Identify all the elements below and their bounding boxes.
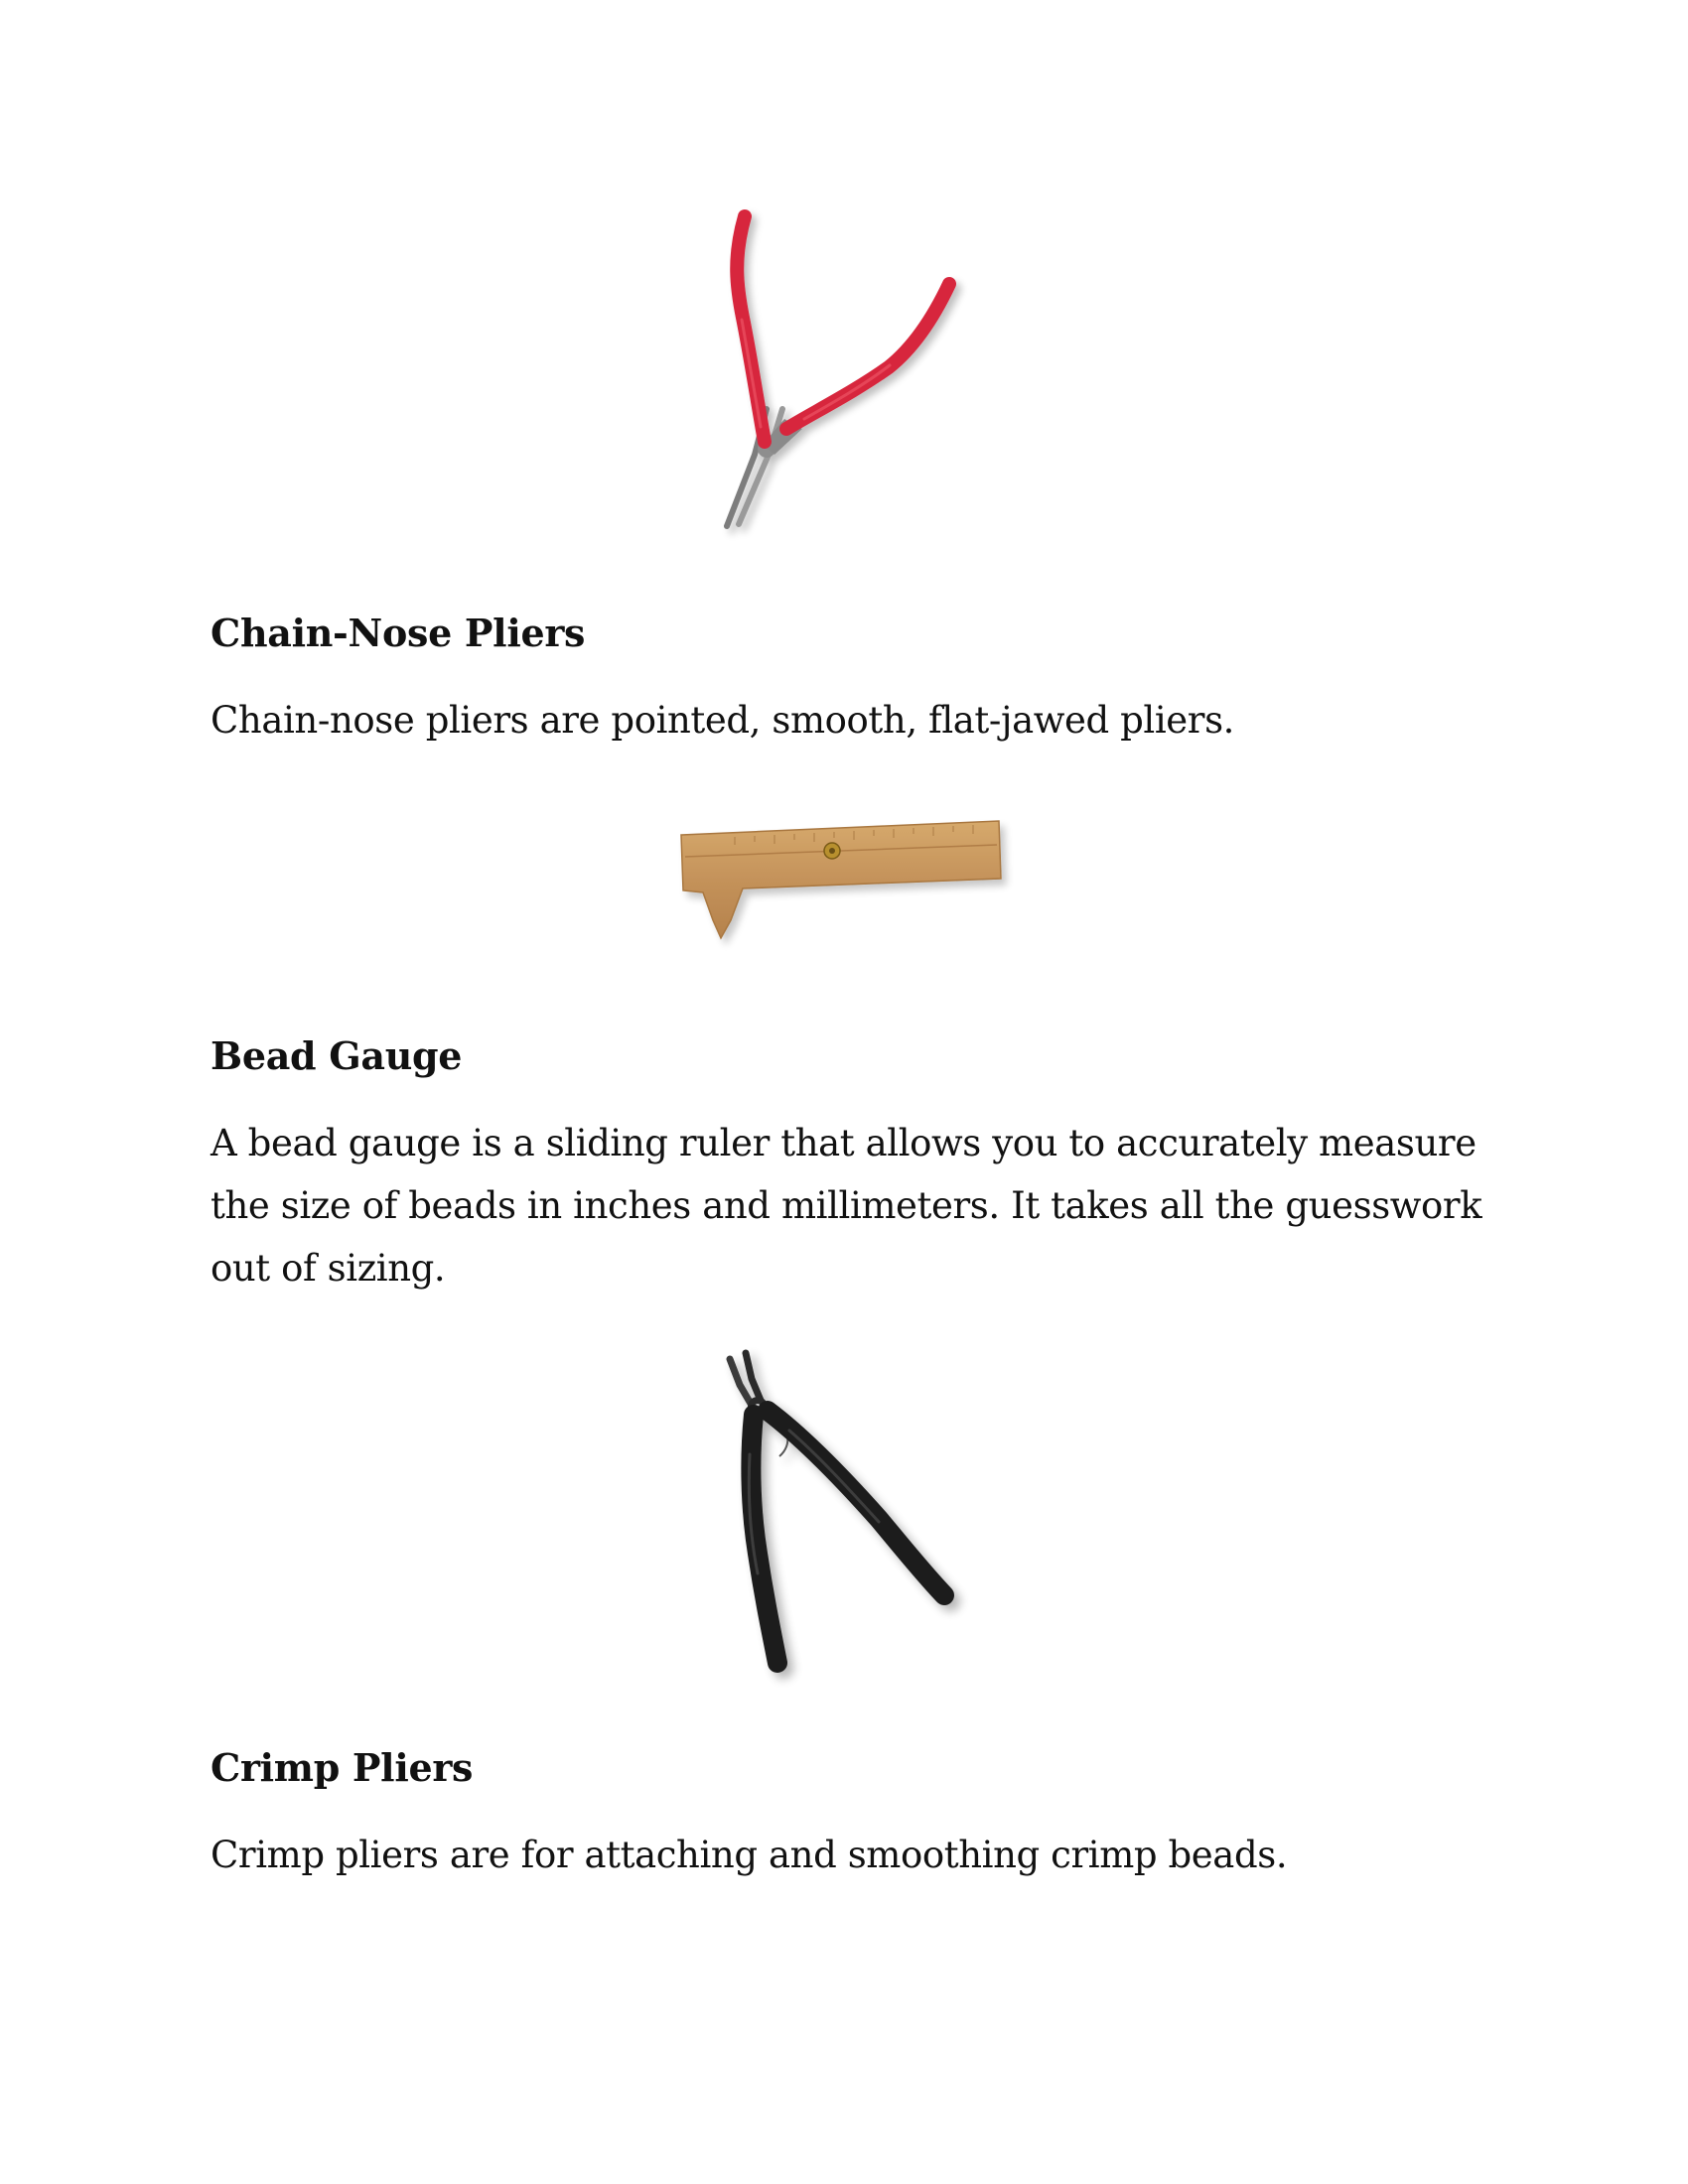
section-heading-bead-gauge: Bead Gauge xyxy=(211,1033,463,1078)
section-description-crimp-pliers: Crimp pliers are for attaching and smoothing crimp beads. xyxy=(211,1834,1288,1876)
bead-gauge-icon xyxy=(675,799,1023,948)
crimp-pliers-image xyxy=(710,1345,978,1683)
section-heading-crimp-pliers: Crimp Pliers xyxy=(211,1745,474,1790)
section-description-bead-gauge: A bead gauge is a sliding ruler that allows you to accurately measure the size of beads in inches and millimeters. It takes all the guesswork out of sizing. xyxy=(211,1122,1482,1290)
bead-gauge-image xyxy=(675,799,1023,948)
crimp-pliers-icon xyxy=(710,1345,978,1683)
chain-nose-pliers-icon xyxy=(695,199,993,556)
section-heading-chain-nose-pliers: Chain-Nose Pliers xyxy=(211,611,586,655)
chain-nose-pliers-image xyxy=(695,199,993,556)
section-description-chain-nose-pliers: Chain-nose pliers are pointed, smooth, flat-jawed pliers. xyxy=(211,699,1235,742)
